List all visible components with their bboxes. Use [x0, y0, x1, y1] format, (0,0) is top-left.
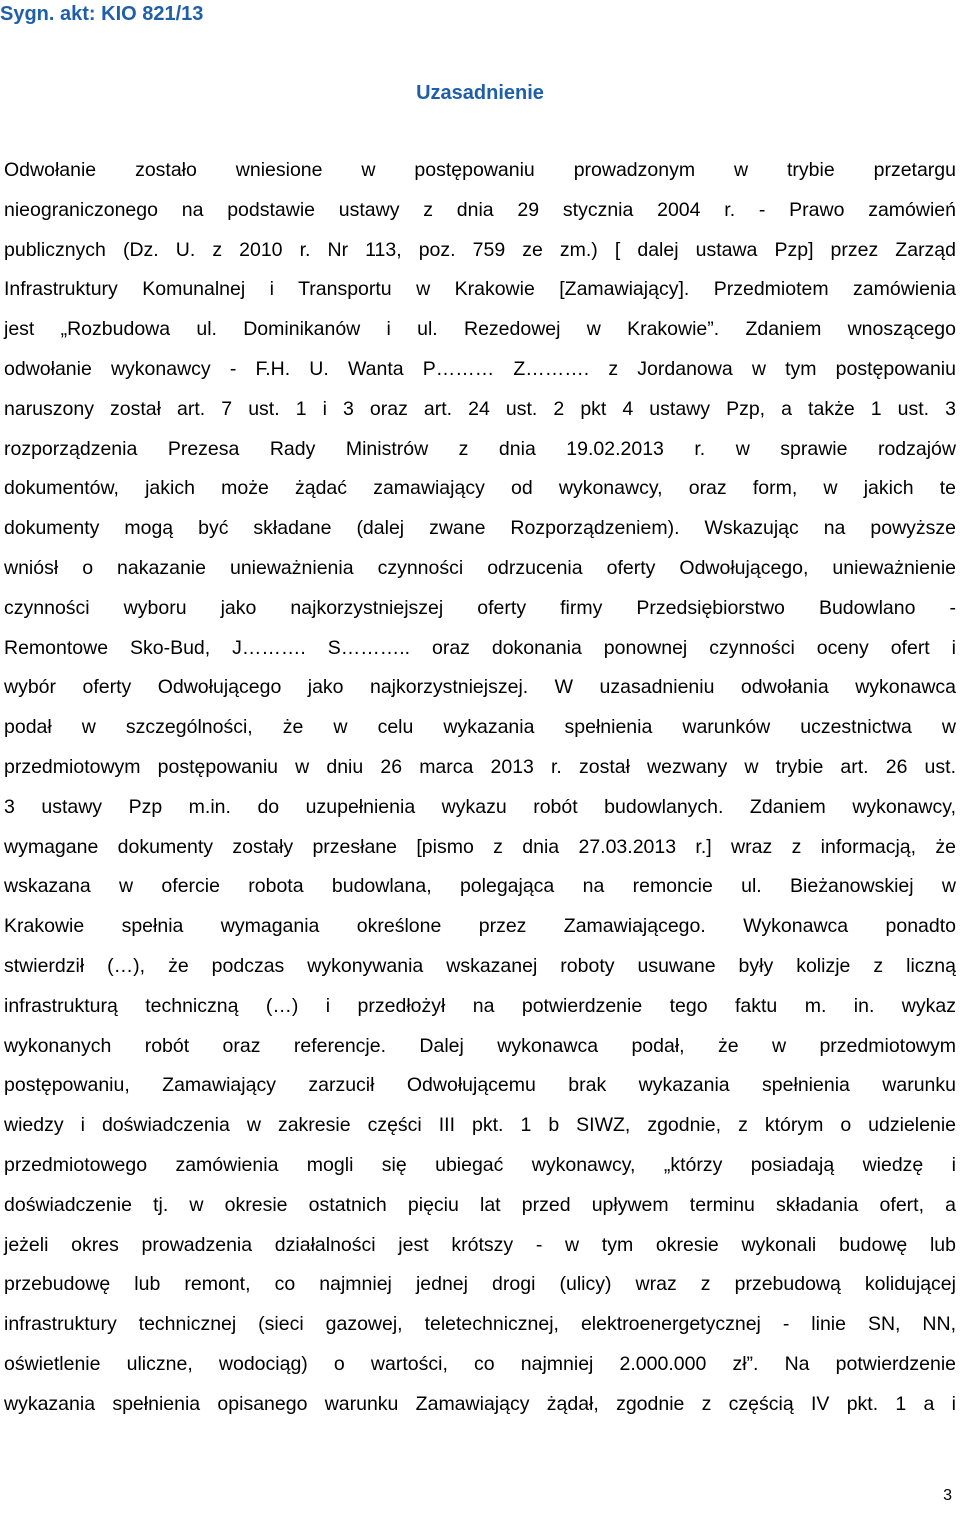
body-line: czynności wyboru jako najkorzystniejszej oferty firmy Przedsiębiorstwo Budowlano - — [4, 596, 956, 619]
page-number: 3 — [943, 1487, 952, 1504]
body-line: oświetlenie uliczne, wodociąg) o wartości, co najmniej 2.000.000 zł”. Na potwierdzenie — [4, 1352, 956, 1375]
body-line: jest „Rozbudowa ul. Dominikanów i ul. Rezedowej w Krakowie”. Zdaniem wnoszącego — [4, 318, 956, 341]
case-reference: Sygn. akt: KIO 821/13 — [0, 3, 204, 25]
body-text — [4, 151, 956, 1425]
body-line: infrastrukturą techniczną (…) i przedłożył na potwierdzenie tego faktu m. in. wykaz — [4, 994, 956, 1017]
body-line: dokumenty mogą być składane (dalej zwane Rozporządzeniem). Wskazując na powyższe — [4, 517, 956, 540]
body-line: nieograniczonego na podstawie ustawy z dnia 29 stycznia 2004 r. - Prawo zamówień — [4, 198, 956, 221]
body-line: naruszony został art. 7 ust. 1 i 3 oraz art. 24 ust. 2 pkt 4 ustawy Pzp, a także 1 ust. 3 — [4, 397, 956, 420]
body-line: publicznych (Dz. U. z 2010 r. Nr 113, poz. 759 ze zm.) [ dalej ustawa Pzp] przez Zarząd — [4, 238, 956, 261]
body-line: Infrastruktury Komunalnej i Transportu w Krakowie [Zamawiający]. Przedmiotem zamówienia — [4, 278, 956, 301]
body-line: wykazania spełnienia opisanego warunku Zamawiający żądał, zgodnie z częścią IV pkt. 1 a i — [4, 1392, 956, 1415]
body-line: Remontowe Sko-Bud, J………. S……….. oraz dokonania ponownej czynności oceny ofert i — [4, 636, 956, 659]
body-line: stwierdził (…), że podczas wykonywania wskazanej roboty usuwane były kolizje z liczną — [4, 954, 956, 977]
body-line: 3 ustawy Pzp m.in. do uzupełnienia wykazu robót budowlanych. Zdaniem wykonawcy, — [4, 795, 956, 818]
body-line: rozporządzenia Prezesa Rady Ministrów z dnia 19.02.2013 r. w sprawie rodzajów — [4, 437, 956, 460]
body-line: doświadczenie tj. w okresie ostatnich pięciu lat przed upływem terminu składania ofert, a — [4, 1193, 956, 1216]
body-line: podał w szczególności, że w celu wykazania spełnienia warunków uczestnictwa w — [4, 716, 956, 739]
body-line: przedmiotowego zamówienia mogli się ubiegać wykonawcy, „którzy posiadają wiedzę i — [4, 1153, 956, 1176]
section-heading: Uzasadnienie — [416, 82, 544, 104]
body-line: odwołanie wykonawcy - F.H. U. Wanta P……… Z………. z Jordanowa w tym postępowaniu — [4, 357, 956, 380]
body-line: wskazana w ofercie robota budowlana, polegająca na remoncie ul. Bieżanowskiej w — [4, 875, 956, 898]
body-line: Krakowie spełnia wymagania określone przez Zamawiającego. Wykonawca ponadto — [4, 915, 956, 938]
body-line: wykonanych robót oraz referencje. Dalej wykonawca podał, że w przedmiotowym — [4, 1034, 956, 1057]
body-line: infrastruktury technicznej (sieci gazowej, teletechnicznej, elektroenergetycznej - linie SN, NN, — [4, 1313, 956, 1336]
body-line: przebudowę lub remont, co najmniej jednej drogi (ulicy) wraz z przebudową kolidującej — [4, 1273, 956, 1296]
body-line: przedmiotowym postępowaniu w dniu 26 marca 2013 r. został wezwany w trybie art. 26 ust. — [4, 755, 956, 778]
body-line: jeżeli okres prowadzenia działalności jest krótszy - w tym okresie wykonali budowę lub — [4, 1233, 956, 1256]
body-line: postępowaniu, Zamawiający zarzucił Odwołującemu brak wykazania spełnienia warunku — [4, 1074, 956, 1097]
body-line: wybór oferty Odwołującego jako najkorzystniejszej. W uzasadnieniu odwołania wykonawca — [4, 676, 956, 699]
body-line: wiedzy i doświadczenia w zakresie części III pkt. 1 b SIWZ, zgodnie, z którym o udzielenie — [4, 1114, 956, 1137]
body-line: wymagane dokumenty zostały przesłane [pismo z dnia 27.03.2013 r.] wraz z informacją, że — [4, 835, 956, 858]
body-line: wniósł o nakazanie unieważnienia czynności odrzucenia oferty Odwołującego, unieważnienie — [4, 556, 956, 579]
body-line: Odwołanie zostało wniesione w postępowaniu prowadzonym w trybie przetargu — [4, 159, 956, 181]
body-line: dokumentów, jakich może żądać zamawiający od wykonawcy, oraz form, w jakich te — [4, 477, 956, 500]
